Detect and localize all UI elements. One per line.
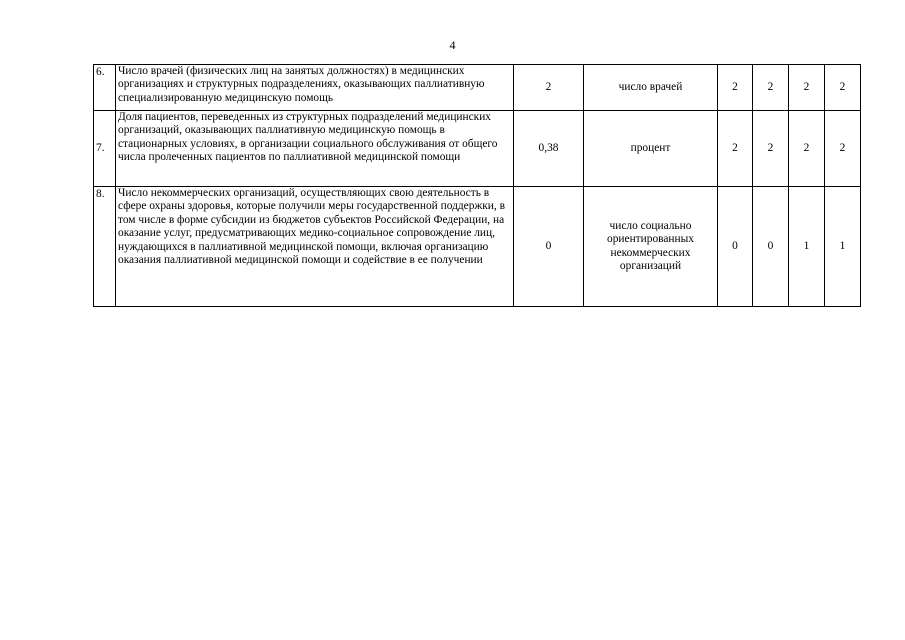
year-value: 2: [753, 65, 789, 111]
indicator-name: Число врачей (физических лиц на занятых должностях) в медицинских организациях и структурных подразделениях, оказывающих паллиативную специализированную медицинскую помощь: [116, 65, 514, 111]
year-value: 2: [825, 111, 861, 187]
year-value: 2: [753, 111, 789, 187]
unit-of-measure: процент: [584, 111, 718, 187]
year-value: 1: [825, 187, 861, 307]
year-value: 0: [718, 187, 753, 307]
year-value: 2: [789, 111, 825, 187]
indicators-table: [93, 64, 861, 307]
year-value: 1: [789, 187, 825, 307]
page-number: 4: [449, 38, 456, 52]
row-number: 6.: [94, 65, 116, 111]
indicator-name: Число некоммерческих организаций, осуществляющих свою деятельность в сфере охраны здоровья, которые получили меры государственной поддержки, в том числе в форме субсидии из бюджетов субъектов Российской Федерации, на оказание услуг, предусматривающих медико-социальное сопровождение лиц, нуждающихся в паллиативной медицинской помощи, включая организацию оказания паллиативной медицинской помощи и содействие в ее получении: [116, 187, 514, 307]
year-value: 2: [825, 65, 861, 111]
base-value: 2: [514, 65, 584, 111]
year-value: 2: [789, 65, 825, 111]
year-value: 2: [718, 111, 753, 187]
row-number: 7.: [94, 111, 116, 187]
base-value: 0: [514, 187, 584, 307]
table-row: [94, 187, 861, 307]
base-value: 0,38: [514, 111, 584, 187]
unit-of-measure: число врачей: [584, 65, 718, 111]
year-value: 2: [718, 65, 753, 111]
indicator-name: Доля пациентов, переведенных из структурных подразделений медицинских организаций, оказывающих паллиативную медицинскую помощь в стационарных условиях, в организации социального обслуживания от общего числа пролеченных пациентов по паллиативной медицинской помощи: [116, 111, 514, 187]
year-value: 0: [753, 187, 789, 307]
table-row: [94, 65, 861, 111]
row-number: 8.: [94, 187, 116, 307]
table-row: [94, 111, 861, 187]
unit-of-measure: число социально ориентированных некоммерческих организаций: [584, 187, 718, 307]
